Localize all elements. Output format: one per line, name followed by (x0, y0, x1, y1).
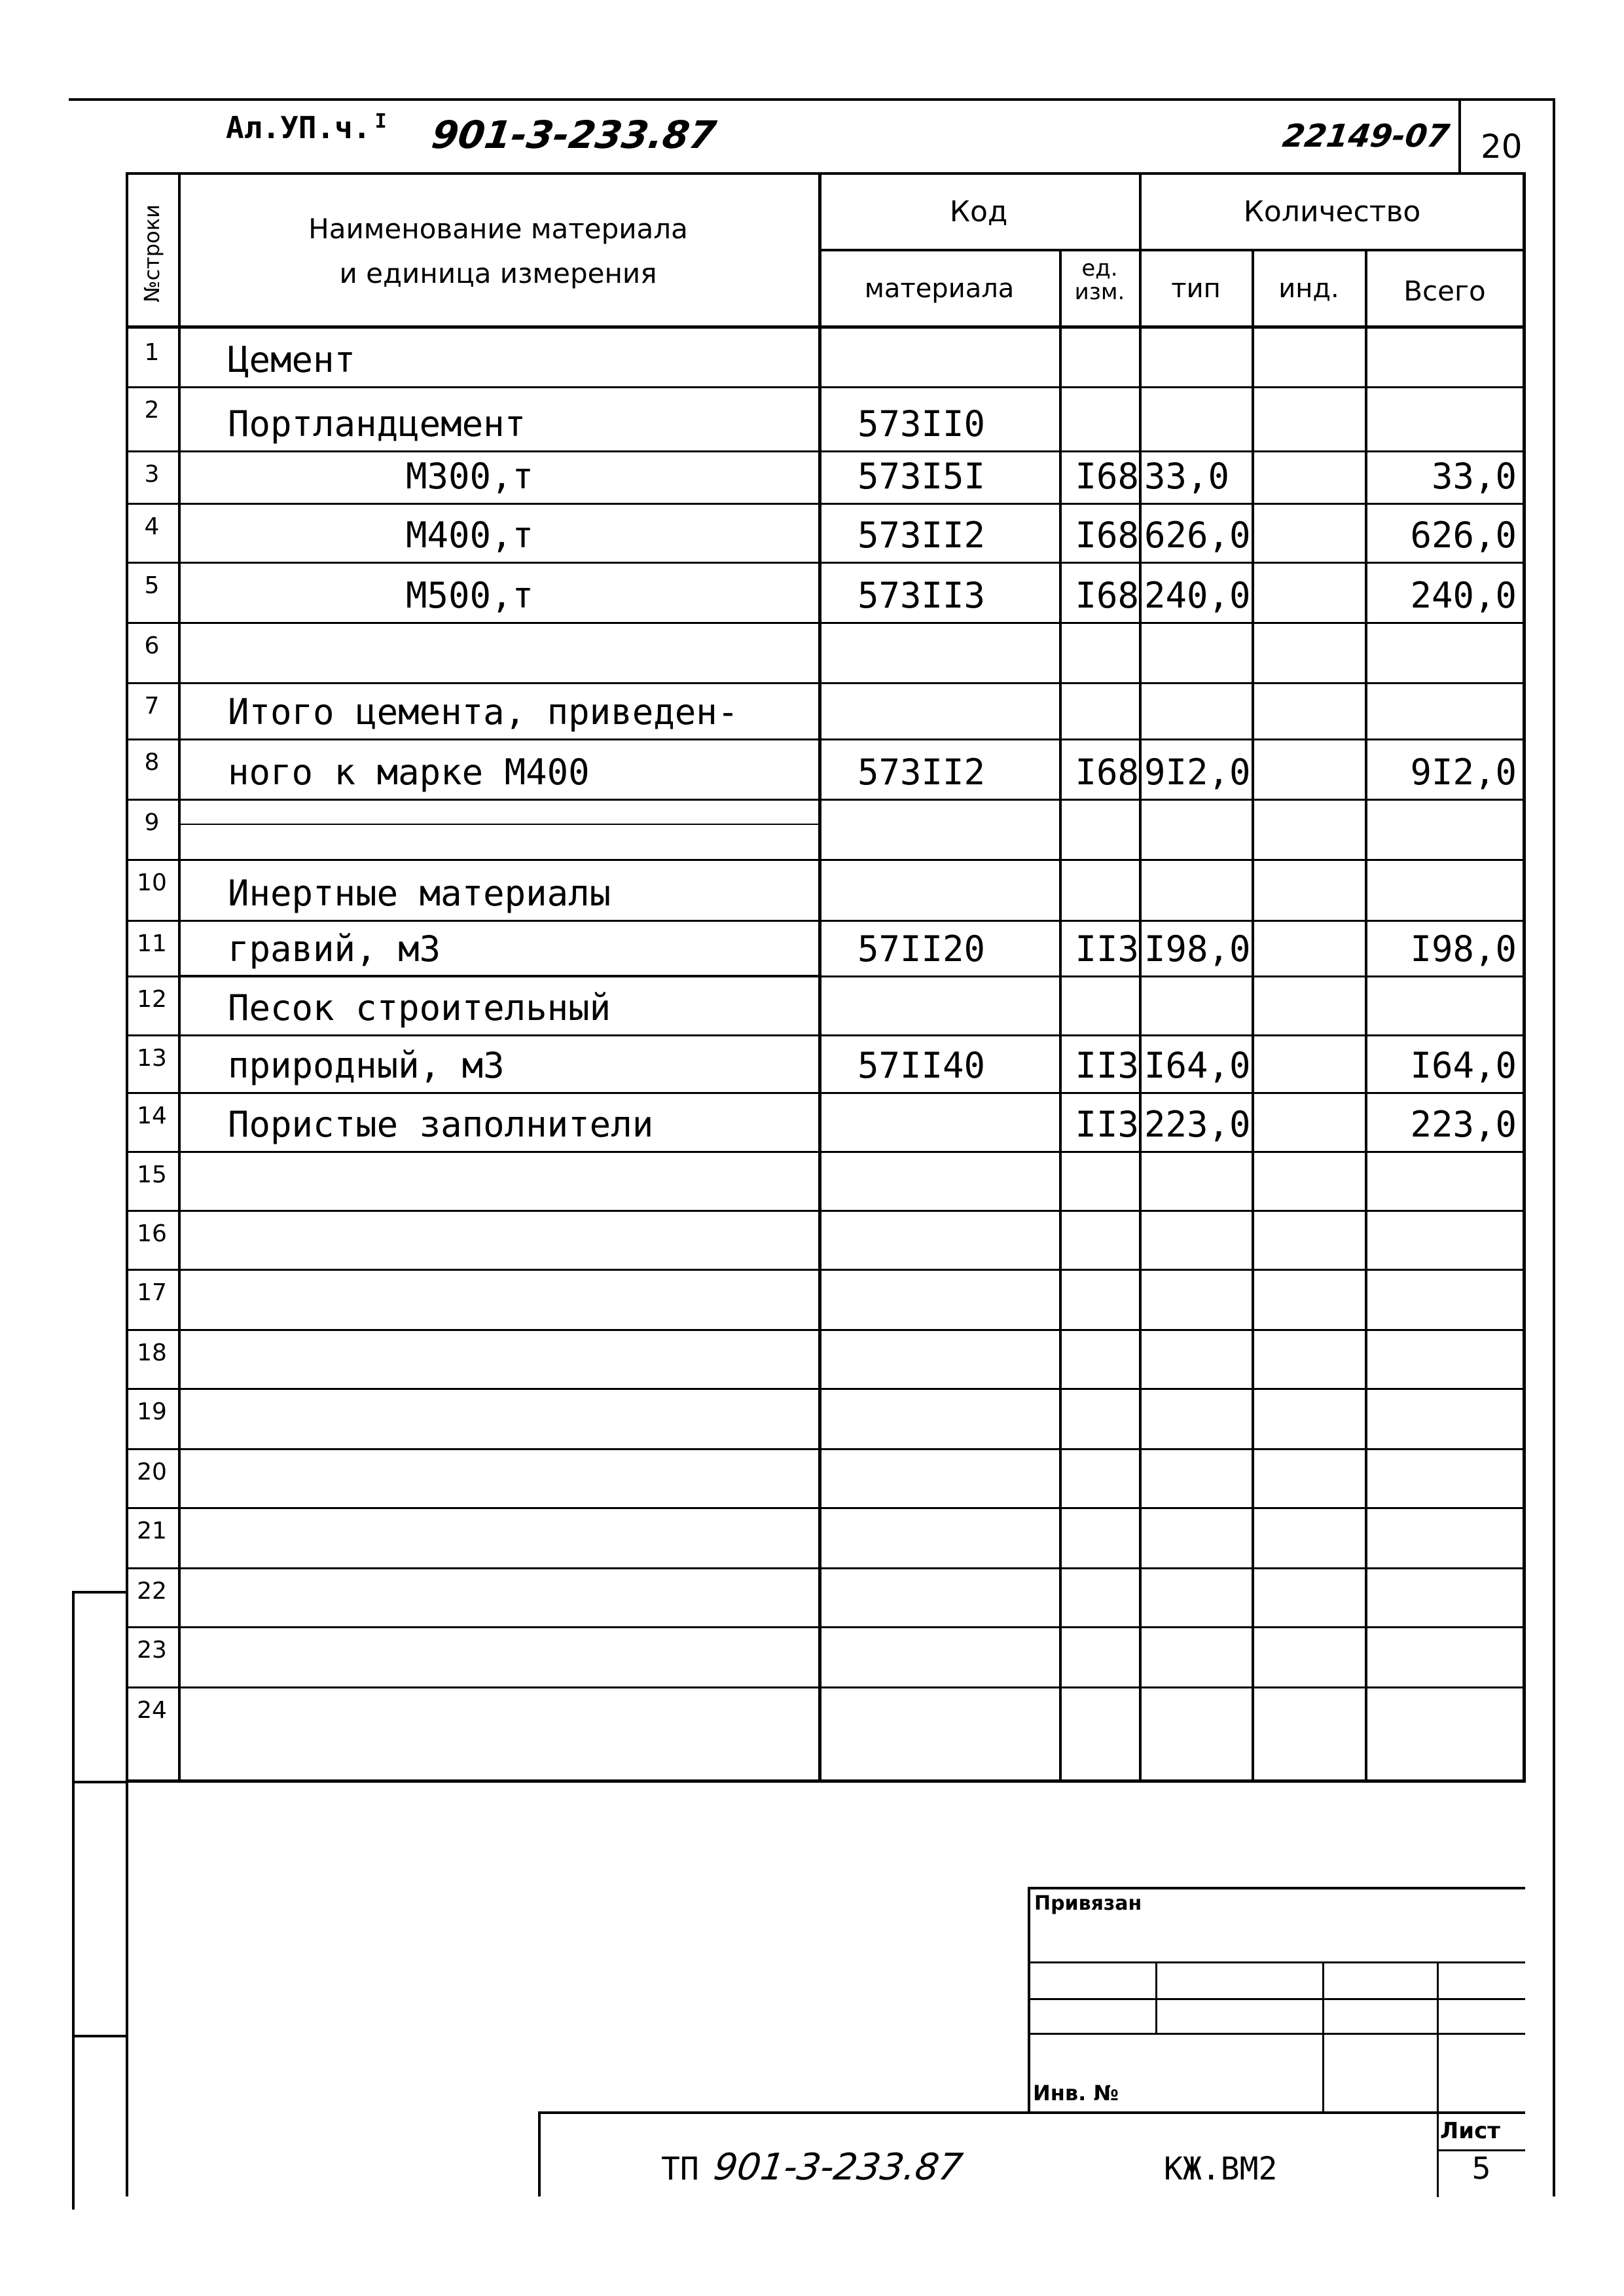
stamp-col-1 (1155, 1961, 1157, 2035)
material-code: 573II2 (857, 515, 986, 556)
row-rule (126, 1626, 1525, 1628)
row-rule (126, 738, 1525, 740)
margin-tick-1 (72, 1591, 128, 1594)
quantity-total: I64,0 (1410, 1045, 1517, 1086)
row-number: 17 (137, 1279, 167, 1306)
quantity-total: 223,0 (1410, 1104, 1517, 1145)
quantity-type: I64,0 (1144, 1045, 1251, 1086)
col-header-total: Всего (1403, 275, 1486, 307)
sheet-number: 5 (1471, 2151, 1491, 2186)
quantity-type: I98,0 (1144, 928, 1251, 970)
col-header-unit: ед. изм. (1074, 255, 1125, 305)
underline-rule (181, 824, 818, 825)
row-rule (126, 1092, 1525, 1094)
material-code: 57II20 (857, 928, 986, 970)
tp-prefix: ТП (661, 2151, 699, 2187)
margin-line-inner (126, 1783, 128, 2196)
row-rule (126, 562, 1525, 564)
material-code: 573I5I (857, 456, 986, 497)
tp-designation (661, 2146, 965, 2189)
col-header-name-line1: Наименование материала (308, 213, 688, 245)
unit-code: II3 (1075, 1104, 1139, 1145)
row-rule (126, 1034, 1525, 1036)
project-number-handwritten: 901-3-233.87 (429, 113, 719, 157)
underline-rule (181, 975, 818, 976)
material-code: 573II0 (857, 403, 986, 445)
document-number: 22149-07 (1280, 118, 1452, 155)
row-number: 2 (144, 397, 160, 424)
album-part: I (374, 110, 387, 133)
stamp-bound-label: Привязан (1034, 1892, 1142, 1915)
material-name: Итого цемента, приведен- (228, 691, 739, 733)
quantity-type: 9I2,0 (1144, 752, 1251, 793)
stamp-col-2 (1322, 1961, 1324, 2113)
row-rule (126, 682, 1525, 684)
page-box-left (1458, 98, 1461, 173)
row-rule (126, 450, 1525, 452)
sheet-label: Лист (1440, 2118, 1500, 2144)
tp-number: 901-3-233.87 (711, 2146, 965, 2189)
material-name: М400,т (406, 515, 534, 556)
row-number: 1 (144, 339, 160, 366)
row-rule (126, 920, 1525, 922)
margin-tick-2 (72, 1781, 128, 1783)
document-code: КЖ.ВМ2 (1164, 2151, 1278, 2187)
title-block-top (538, 2111, 1525, 2114)
quantity-type: 626,0 (1144, 515, 1251, 556)
row-number: 23 (137, 1637, 167, 1664)
header-mid-rule-code (818, 249, 1525, 251)
margin-tick-3 (72, 2035, 128, 2037)
material-name: Песок строительный (228, 987, 611, 1029)
col-header-type: тип (1171, 274, 1221, 304)
col-header-name-line2: и единица измерения (339, 257, 657, 289)
table-bottom-border (126, 1779, 1525, 1783)
row-rule (126, 1567, 1525, 1569)
row-number: 19 (137, 1398, 167, 1425)
row-rule (126, 1210, 1525, 1212)
material-name: ного к марке М400 (228, 752, 590, 793)
row-number: 7 (144, 693, 160, 720)
row-number: 20 (137, 1459, 167, 1485)
row-number: 5 (144, 572, 160, 599)
row-rule (126, 859, 1525, 861)
title-block-left (538, 2111, 541, 2196)
material-code: 573II3 (857, 575, 986, 616)
material-name: Портландцемент (228, 403, 526, 445)
stamp-row-2 (1028, 1998, 1525, 2000)
row-number: 22 (137, 1578, 167, 1605)
col-header-ind: инд. (1278, 274, 1339, 304)
quantity-total: I98,0 (1410, 928, 1517, 970)
row-rule (126, 1269, 1525, 1271)
col-header-code: Код (949, 195, 1008, 228)
right-border (1553, 98, 1555, 2196)
row-number: 18 (137, 1339, 167, 1366)
row-number: 8 (144, 749, 160, 776)
stamp-row-1 (1028, 1961, 1525, 1963)
row-rule (126, 1448, 1525, 1450)
row-number: 11 (137, 930, 167, 957)
material-name: М300,т (406, 456, 534, 497)
row-rule (126, 1329, 1525, 1331)
material-name: Инертные материалы (228, 873, 611, 914)
unit-code: I68 (1075, 752, 1139, 793)
stamp-top (1028, 1887, 1525, 1889)
row-rule (126, 1686, 1525, 1688)
row-rule (126, 1507, 1525, 1509)
quantity-type: 33,0 (1144, 456, 1230, 497)
row-number: 9 (144, 809, 160, 836)
col-border-name (818, 172, 821, 1783)
table-top-border (126, 172, 1525, 175)
row-rule (126, 1388, 1525, 1390)
quantity-type: 223,0 (1144, 1104, 1251, 1145)
unit-code: I68 (1075, 575, 1139, 616)
unit-code: II3 (1075, 1045, 1139, 1086)
row-rule (126, 386, 1525, 388)
row-number: 3 (144, 461, 160, 488)
material-code: 573II2 (857, 752, 986, 793)
col-border-rownum (178, 172, 181, 1783)
material-name: гравий, м3 (228, 928, 441, 970)
row-number: 13 (137, 1045, 167, 1072)
row-number: 4 (144, 513, 160, 540)
quantity-total: 33,0 (1431, 456, 1517, 497)
row-rule (126, 503, 1525, 505)
row-number: 21 (137, 1518, 167, 1544)
quantity-total: 240,0 (1410, 575, 1517, 616)
row-number: 16 (137, 1220, 167, 1247)
col-border-unit (1139, 172, 1142, 1783)
unit-code: I68 (1075, 515, 1139, 556)
page-number: 20 (1481, 128, 1523, 166)
row-number: 15 (137, 1161, 167, 1188)
row-rule (126, 1151, 1525, 1153)
col-header-rownum: №строки (139, 204, 164, 302)
stamp-inv-label: Инв. № (1033, 2081, 1119, 2105)
row-number: 14 (137, 1102, 167, 1129)
material-name: Пористые заполнители (228, 1104, 654, 1145)
top-rule (69, 98, 1555, 101)
quantity-total: 626,0 (1410, 515, 1517, 556)
row-number: 10 (137, 869, 167, 896)
material-name: природный, м3 (228, 1045, 505, 1086)
header-bottom-rule (126, 325, 1525, 329)
album-code: Ал.УП.ч. (226, 110, 371, 145)
row-rule (126, 622, 1525, 624)
row-number: 6 (144, 632, 160, 659)
col-header-material: материала (864, 274, 1015, 304)
unit-code: I68 (1075, 456, 1139, 497)
margin-line-outer (72, 1591, 75, 2196)
bottom-tick-left (72, 2190, 75, 2210)
material-code: 57II40 (857, 1045, 986, 1086)
material-name: М500,т (406, 575, 534, 616)
col-header-quantity: Количество (1243, 195, 1421, 228)
row-rule (126, 799, 1525, 801)
col-border-code (1059, 249, 1062, 1783)
stamp-row-3 (1028, 2033, 1525, 2035)
row-number: 24 (137, 1697, 167, 1724)
material-name: Цемент (228, 339, 356, 380)
quantity-type: 240,0 (1144, 575, 1251, 616)
album-label (226, 110, 387, 145)
unit-code: II3 (1075, 928, 1139, 970)
quantity-total: 9I2,0 (1410, 752, 1517, 793)
row-number: 12 (137, 986, 167, 1013)
col-border-right (1523, 172, 1526, 1783)
col-border-type (1252, 249, 1254, 1783)
